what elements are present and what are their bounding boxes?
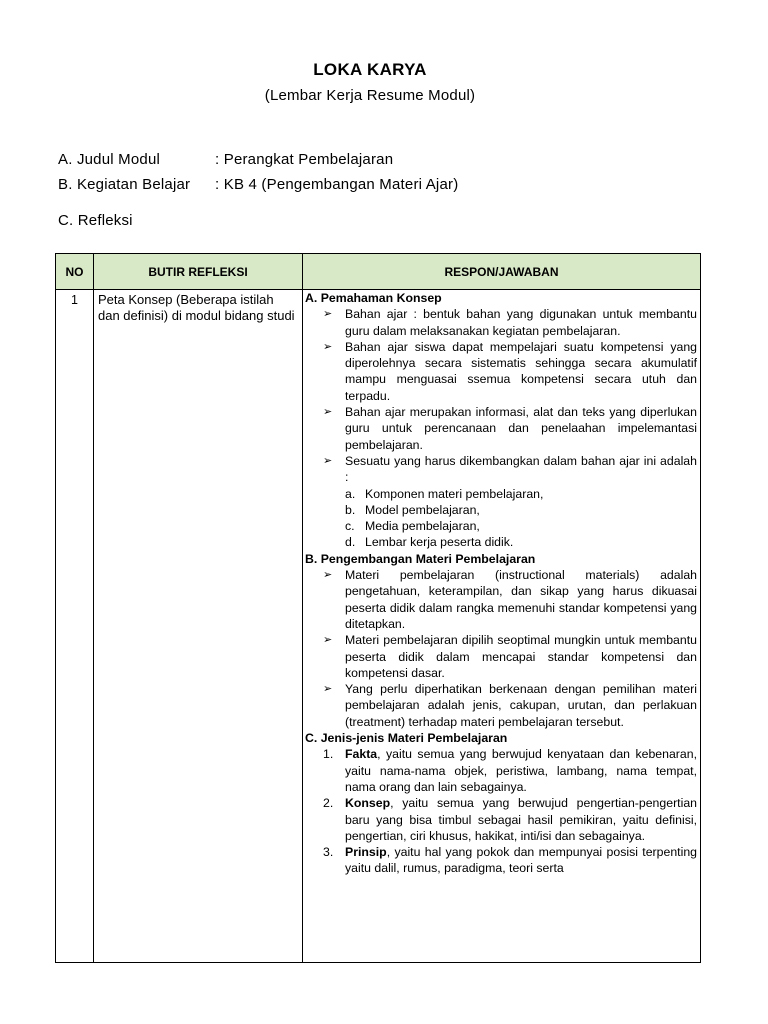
info-label: B. Kegiatan Belajar <box>58 176 191 193</box>
info-judul-modul <box>58 151 393 168</box>
sub-list-item: b. Model pembelajaran, <box>345 502 480 517</box>
document-title: LOKA KARYA <box>313 60 427 79</box>
sub-list-item: d. Lembar kerja peserta didik. <box>345 535 514 550</box>
cell-no: 1 <box>56 290 94 963</box>
table-header-row <box>56 254 701 290</box>
bullet-list <box>305 306 697 550</box>
document-subtitle: (Lembar Kerja Resume Modul) <box>264 87 476 104</box>
section-heading: B. Pengembangan Materi Pembelajaran <box>305 551 536 566</box>
cell-respon <box>303 290 701 963</box>
sub-list <box>345 486 697 551</box>
list-item: ➢ Bahan ajar merupakan informasi, alat dan teks yang diperlukan guru untuk perencanaan dan penelaahan impelemantasi pembelajaran. <box>323 404 697 453</box>
numbered-list <box>305 746 697 876</box>
list-item: ➢ Materi pembelajaran dipilih seoptimal mungkin untuk membantu peserta didik dalam mencapai standar kompetensi dan kompetensi dasar. <box>323 632 697 681</box>
section-heading: C. Jenis-jenis Materi Pembelajaran <box>305 731 508 746</box>
list-item: ➢ Materi pembelajaran (instructional materials) adalah pengetahuan, keterampilan, dan sikap yang harus dikuasai peserta didik dalam rangka memenuhi standar kompetensi yang ditetapkan. <box>323 567 697 632</box>
list-item: ➢ Bahan ajar siswa dapat mempelajari suatu kompetensi yang diperolehnya secara sistematis sehingga secara akumulatif mampu menguasai ssemua kompetensi secara utuh dan terpadu. <box>323 339 697 404</box>
header-respon-jawaban: RESPON/JAWABAN <box>303 254 701 290</box>
table-row <box>56 290 701 963</box>
list-item: 2. Konsep, yaitu semua yang berwujud pengertian-pengertian baru yang bisa timbul sebagai hasil pemikiran, yaitu definisi, pengertian, ciri khusus, hakikat, inti/isi dan sebagainya. <box>323 796 697 843</box>
list-item: ➢ Yang perlu diperhatikan berkenaan dengan pemilihan materi pembelajaran adalah jenis, cakupan, urutan, dan perlakuan (treatment) terhadap materi pembelajaran tersebut. <box>323 681 697 730</box>
header-butir-refleksi: BUTIR REFLEKSI <box>94 254 303 290</box>
header-no: NO <box>56 254 94 290</box>
sub-list-item: c. Media pembelajaran, <box>345 519 480 534</box>
list-item: ➢ Bahan ajar : bentuk bahan yang digunakan untuk membantu guru dalam melaksanakan kegiatan pembelajaran. <box>323 306 697 339</box>
info-value: : Perangkat Pembelajaran <box>215 151 394 168</box>
info-refleksi <box>58 212 133 229</box>
info-kegiatan-belajar <box>58 176 458 193</box>
list-item-text: ➢ Sesuatu yang harus dikembangkan dalam bahan ajar ini adalah : <box>345 453 697 485</box>
info-label: A. Judul Modul <box>58 151 161 168</box>
cell-butir: Peta Konsep (Beberapa istilah dan definisi) di modul bidang studi <box>94 290 303 963</box>
list-item: 3. Prinsip, yaitu hal yang pokok dan mempunyai posisi terpenting yaitu dalil, rumus, paradigma, teori serta <box>323 845 697 876</box>
info-value: : KB 4 (Pengembangan Materi Ajar) <box>215 176 459 193</box>
section-heading: A. Pemahaman Konsep <box>305 291 442 305</box>
reflection-table <box>55 253 701 963</box>
list-item <box>323 453 697 551</box>
sub-list-item: a. Komponen materi pembelajaran, <box>345 486 544 501</box>
info-label: C. Refleksi <box>58 212 133 229</box>
bullet-list <box>305 567 697 730</box>
list-item: 1. Fakta, yaitu semua yang berwujud kenyataan dan kebenaran, yaitu nama-nama objek, peristiwa, lambang, nama tempat, nama orang dan lain sebagainya. <box>323 747 697 794</box>
